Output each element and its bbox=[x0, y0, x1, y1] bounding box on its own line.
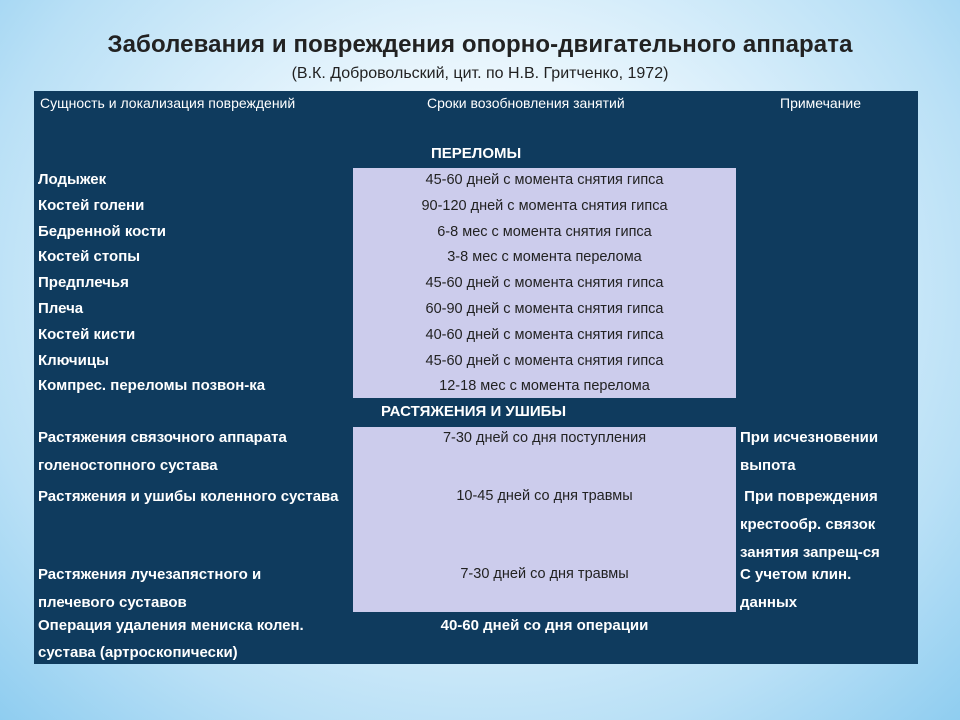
fracture-term: 45-60 дней с момента снятия гипса bbox=[425, 275, 664, 291]
sprain-note-line: При повреждения bbox=[740, 488, 878, 505]
operation-term: 40-60 дней со дня операции bbox=[440, 617, 649, 634]
fracture-name: Лодыжек bbox=[38, 171, 107, 188]
fracture-name: Предплечья bbox=[38, 274, 129, 291]
sprain-term: 10-45 дней со дня травмы bbox=[456, 488, 633, 504]
fracture-name: Ключицы bbox=[38, 352, 109, 369]
fracture-term: 45-60 дней с момента снятия гипса bbox=[425, 172, 664, 188]
sprain-name-line: Растяжения лучезапястного и bbox=[38, 566, 262, 583]
fracture-name: Костей кисти bbox=[38, 326, 136, 343]
fracture-name: Костей голени bbox=[38, 197, 145, 214]
fracture-term: 12-18 мес с момента перелома bbox=[439, 378, 650, 394]
sprain-note-line: занятия запрещ-ся bbox=[740, 544, 880, 561]
sprain-note-line: При исчезновении bbox=[740, 429, 879, 446]
fracture-term: 90-120 дней с момента снятия гипса bbox=[421, 198, 668, 214]
sprains-terms-panel bbox=[353, 427, 736, 612]
page-title: Заболевания и повреждения опорно-двигательного аппарата bbox=[107, 31, 853, 58]
sprain-note-line: данных bbox=[740, 594, 798, 611]
fracture-name: Плеча bbox=[38, 300, 84, 317]
recovery-table bbox=[34, 91, 918, 664]
sprain-name-line: голеностопного сустава bbox=[38, 457, 218, 474]
fracture-term: 60-90 дней с момента снятия гипса bbox=[425, 301, 664, 317]
fracture-name: Костей стопы bbox=[38, 248, 141, 265]
fracture-name: Бедренной кости bbox=[38, 223, 167, 240]
fracture-term: 40-60 дней с момента снятия гипса bbox=[425, 327, 664, 343]
sprain-name-line: Растяжения связочного аппарата bbox=[38, 429, 287, 446]
sprain-name-line: плечевого суставов bbox=[38, 594, 187, 611]
operation-name-line: сустава (артроскопически) bbox=[38, 644, 238, 661]
operation-name-line: Операция удаления мениска колен. bbox=[38, 617, 304, 634]
header-localization: Сущность и локализация повреждений bbox=[40, 95, 296, 111]
sprain-note-line: С учетом клин. bbox=[740, 566, 852, 583]
section-fractures: ПЕРЕЛОМЫ bbox=[431, 145, 522, 162]
fracture-term: 6-8 мес с момента снятия гипса bbox=[437, 224, 652, 240]
fracture-name: Компрес. переломы позвон-ка bbox=[38, 377, 266, 394]
sprain-term: 7-30 дней со дня травмы bbox=[460, 566, 629, 582]
fracture-term: 45-60 дней с момента снятия гипса bbox=[425, 353, 664, 369]
header-note: Примечание bbox=[780, 95, 862, 111]
section-sprains: РАСТЯЖЕНИЯ И УШИБЫ bbox=[381, 403, 567, 420]
sprain-note-line: крестообр. связок bbox=[740, 516, 876, 533]
sprain-name-line: Растяжения и ушибы коленного сустава bbox=[38, 488, 339, 505]
fracture-term: 3-8 мес с момента перелома bbox=[447, 249, 642, 265]
sprain-term: 7-30 дней со дня поступления bbox=[442, 430, 647, 446]
page-subtitle: (В.К. Добровольский, цит. по Н.В. Гритченко, 1972) bbox=[291, 65, 669, 82]
sprain-note-line: выпота bbox=[740, 457, 796, 474]
header-terms: Сроки возобновления занятий bbox=[427, 95, 625, 111]
